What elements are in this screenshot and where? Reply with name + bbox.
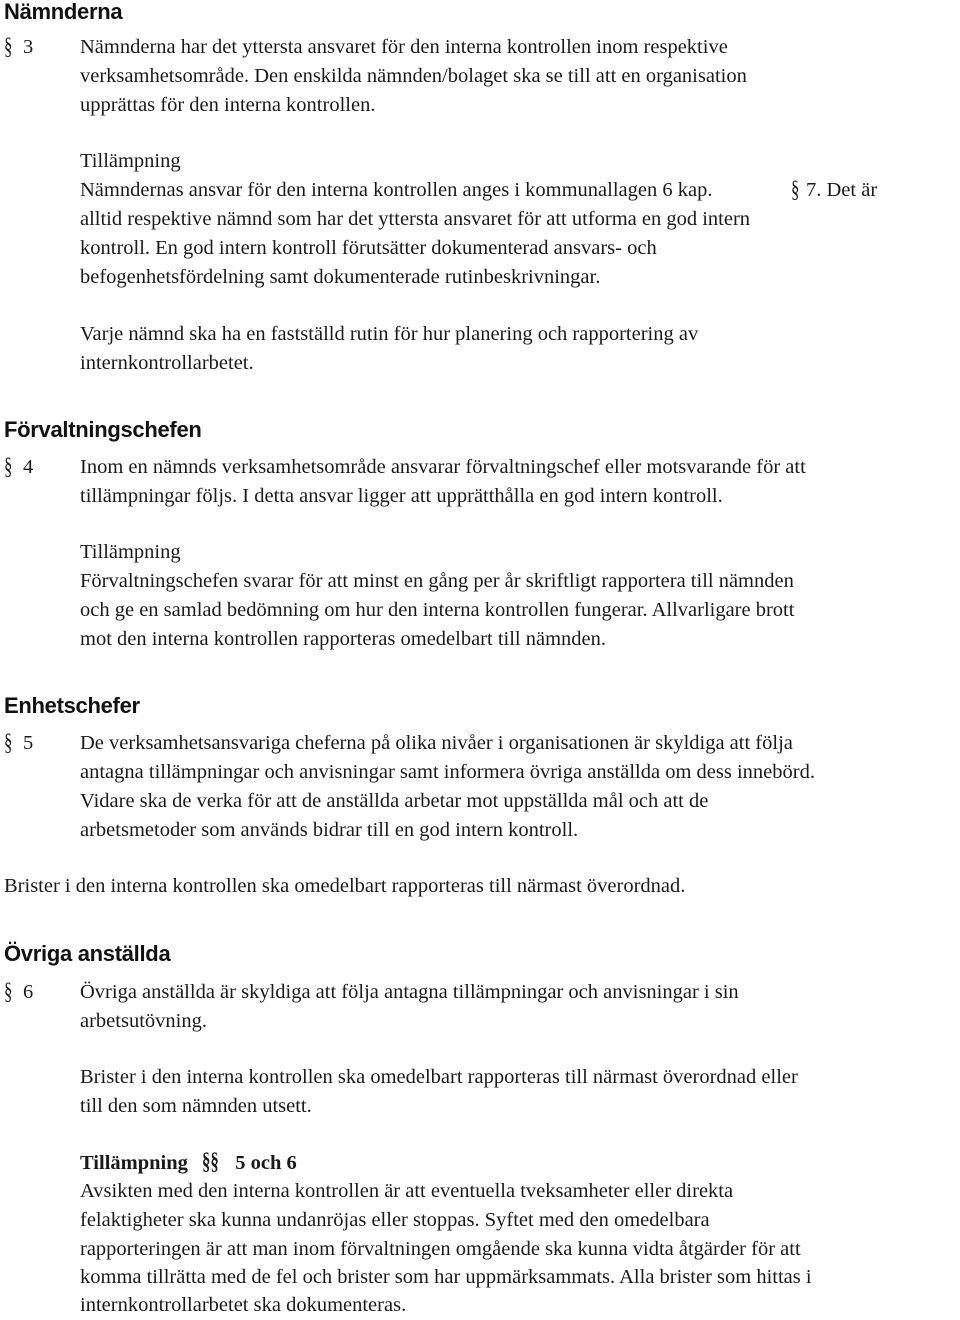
paragraph-3-line-2: internkontrollarbetet. [80, 352, 254, 374]
section-5-line-3: Vidare ska de verka för att de anställda arbetar mot uppställda mål och att de [80, 790, 709, 812]
section-4-line-1: Inom en nämnds verksamhetsområde ansvarar förvaltningschef eller motsvarande för att [80, 456, 806, 478]
tillampning-3-line-2: alltid respektive nämnd som har det yttersta ansvaret för att utforma en god intern [80, 208, 751, 230]
section-3-line-1: Nämnderna har det yttersta ansvaret för den interna kontrollen inom respektive [80, 36, 728, 58]
section-number-3: 3 [23, 36, 34, 58]
section-3-line-2: verksamhetsområde. Den enskilda nämnden/bolaget ska se till att en organisation [80, 65, 747, 87]
section-symbol: § [4, 730, 13, 756]
section-6-line-1: Övriga anställda är skyldiga att följa antagna tillämpningar och anvisningar i sin [80, 981, 739, 1003]
section-heading-ovriga-anstallda: Övriga anställda [4, 941, 171, 966]
paragraph-6-line-2: till den som nämnden utsett. [80, 1095, 312, 1117]
tillampning-6-line-2: felaktigheter ska kunna undanröjas eller stoppas. Syftet med den omedelbara [80, 1209, 710, 1231]
tillampning-3-line-3: kontroll. En god intern kontroll förutsätter dokumenterad ansvars- och [80, 237, 657, 259]
section-heading-namnderna: Nämnderna [4, 0, 123, 24]
tillampning-heading-5-6 [80, 1148, 297, 1178]
tillampning-heading-3: Tillämpning [80, 150, 181, 172]
section-5-line-2: antagna tillämpningar och anvisningar samt informera övriga anställda om dess innebörd. [80, 761, 815, 783]
note-enhetschefer: Brister i den interna kontrollen ska omedelbart rapporteras till närmast överordnad. [4, 875, 686, 897]
tillampning-3-line-1b: 7. Det är [806, 179, 878, 201]
tillampning-label: Tillämpning [80, 1152, 188, 1174]
section-number-4: 4 [23, 456, 34, 478]
double-section-symbol: §§ [202, 1149, 219, 1175]
tillampning-4-line-2: och ge en samlad bedömning om hur den interna kontrollen fungerar. Allvarligare brott [80, 599, 795, 621]
tillampning-6-line-3: rapporteringen är att man inom förvaltningen omgående ska kunna vidta åtgärder för att [80, 1238, 801, 1260]
section-3-line-3: upprättas för den interna kontrollen. [80, 94, 376, 116]
section-symbol-inline: § [791, 177, 800, 203]
section-heading-enhetschefer: Enhetschefer [4, 693, 140, 718]
section-heading-forvaltningschefen: Förvaltningschefen [4, 417, 202, 442]
section-symbol: § [4, 34, 13, 60]
section-number-5: 5 [23, 732, 34, 754]
section-5-line-1: De verksamhetsansvariga cheferna på olika nivåer i organisationen är skyldiga att följa [80, 732, 793, 754]
tillampning-4-line-3: mot den interna kontrollen rapporteras omedelbart till nämnden. [80, 628, 607, 650]
tillampning-3-line-1: Nämndernas ansvar för den interna kontrollen anges i kommunallagen 6 kap. [80, 179, 713, 201]
section-symbol: § [4, 979, 13, 1005]
paragraph-6-line-1: Brister i den interna kontrollen ska omedelbart rapporteras till närmast överordnad eller [80, 1066, 798, 1088]
tillampning-6-line-1: Avsikten med den interna kontrollen är att eventuella tveksamheter eller direkta [80, 1180, 734, 1202]
tillampning-6-line-4: komma tillrätta med de fel och brister som har uppmärksammats. Alla brister som hittas i [80, 1266, 812, 1288]
tillampning-3-line-4: befogenhetsfördelning samt dokumenterade rutinbeskrivningar. [80, 266, 601, 288]
section-number-6: 6 [23, 981, 34, 1003]
tillampning-6-line-5: internkontrollarbetet ska dokumenteras. [80, 1294, 407, 1316]
section-symbol: § [4, 454, 13, 480]
section-6-line-2: arbetsutövning. [80, 1010, 207, 1032]
section-5-line-4: arbetsmetoder som används bidrar till en god intern kontroll. [80, 819, 579, 841]
tillampning-reference: 5 och 6 [235, 1152, 297, 1174]
tillampning-heading-4: Tillämpning [80, 541, 181, 563]
tillampning-4-line-1: Förvaltningschefen svarar för att minst en gång per år skriftligt rapportera till nämnden [80, 570, 794, 592]
paragraph-3-line-1: Varje nämnd ska ha en fastställd rutin för hur planering och rapportering av [80, 323, 699, 345]
section-4-line-2: tillämpningar följs. I detta ansvar ligger att upprätthålla en god intern kontroll. [80, 485, 723, 507]
